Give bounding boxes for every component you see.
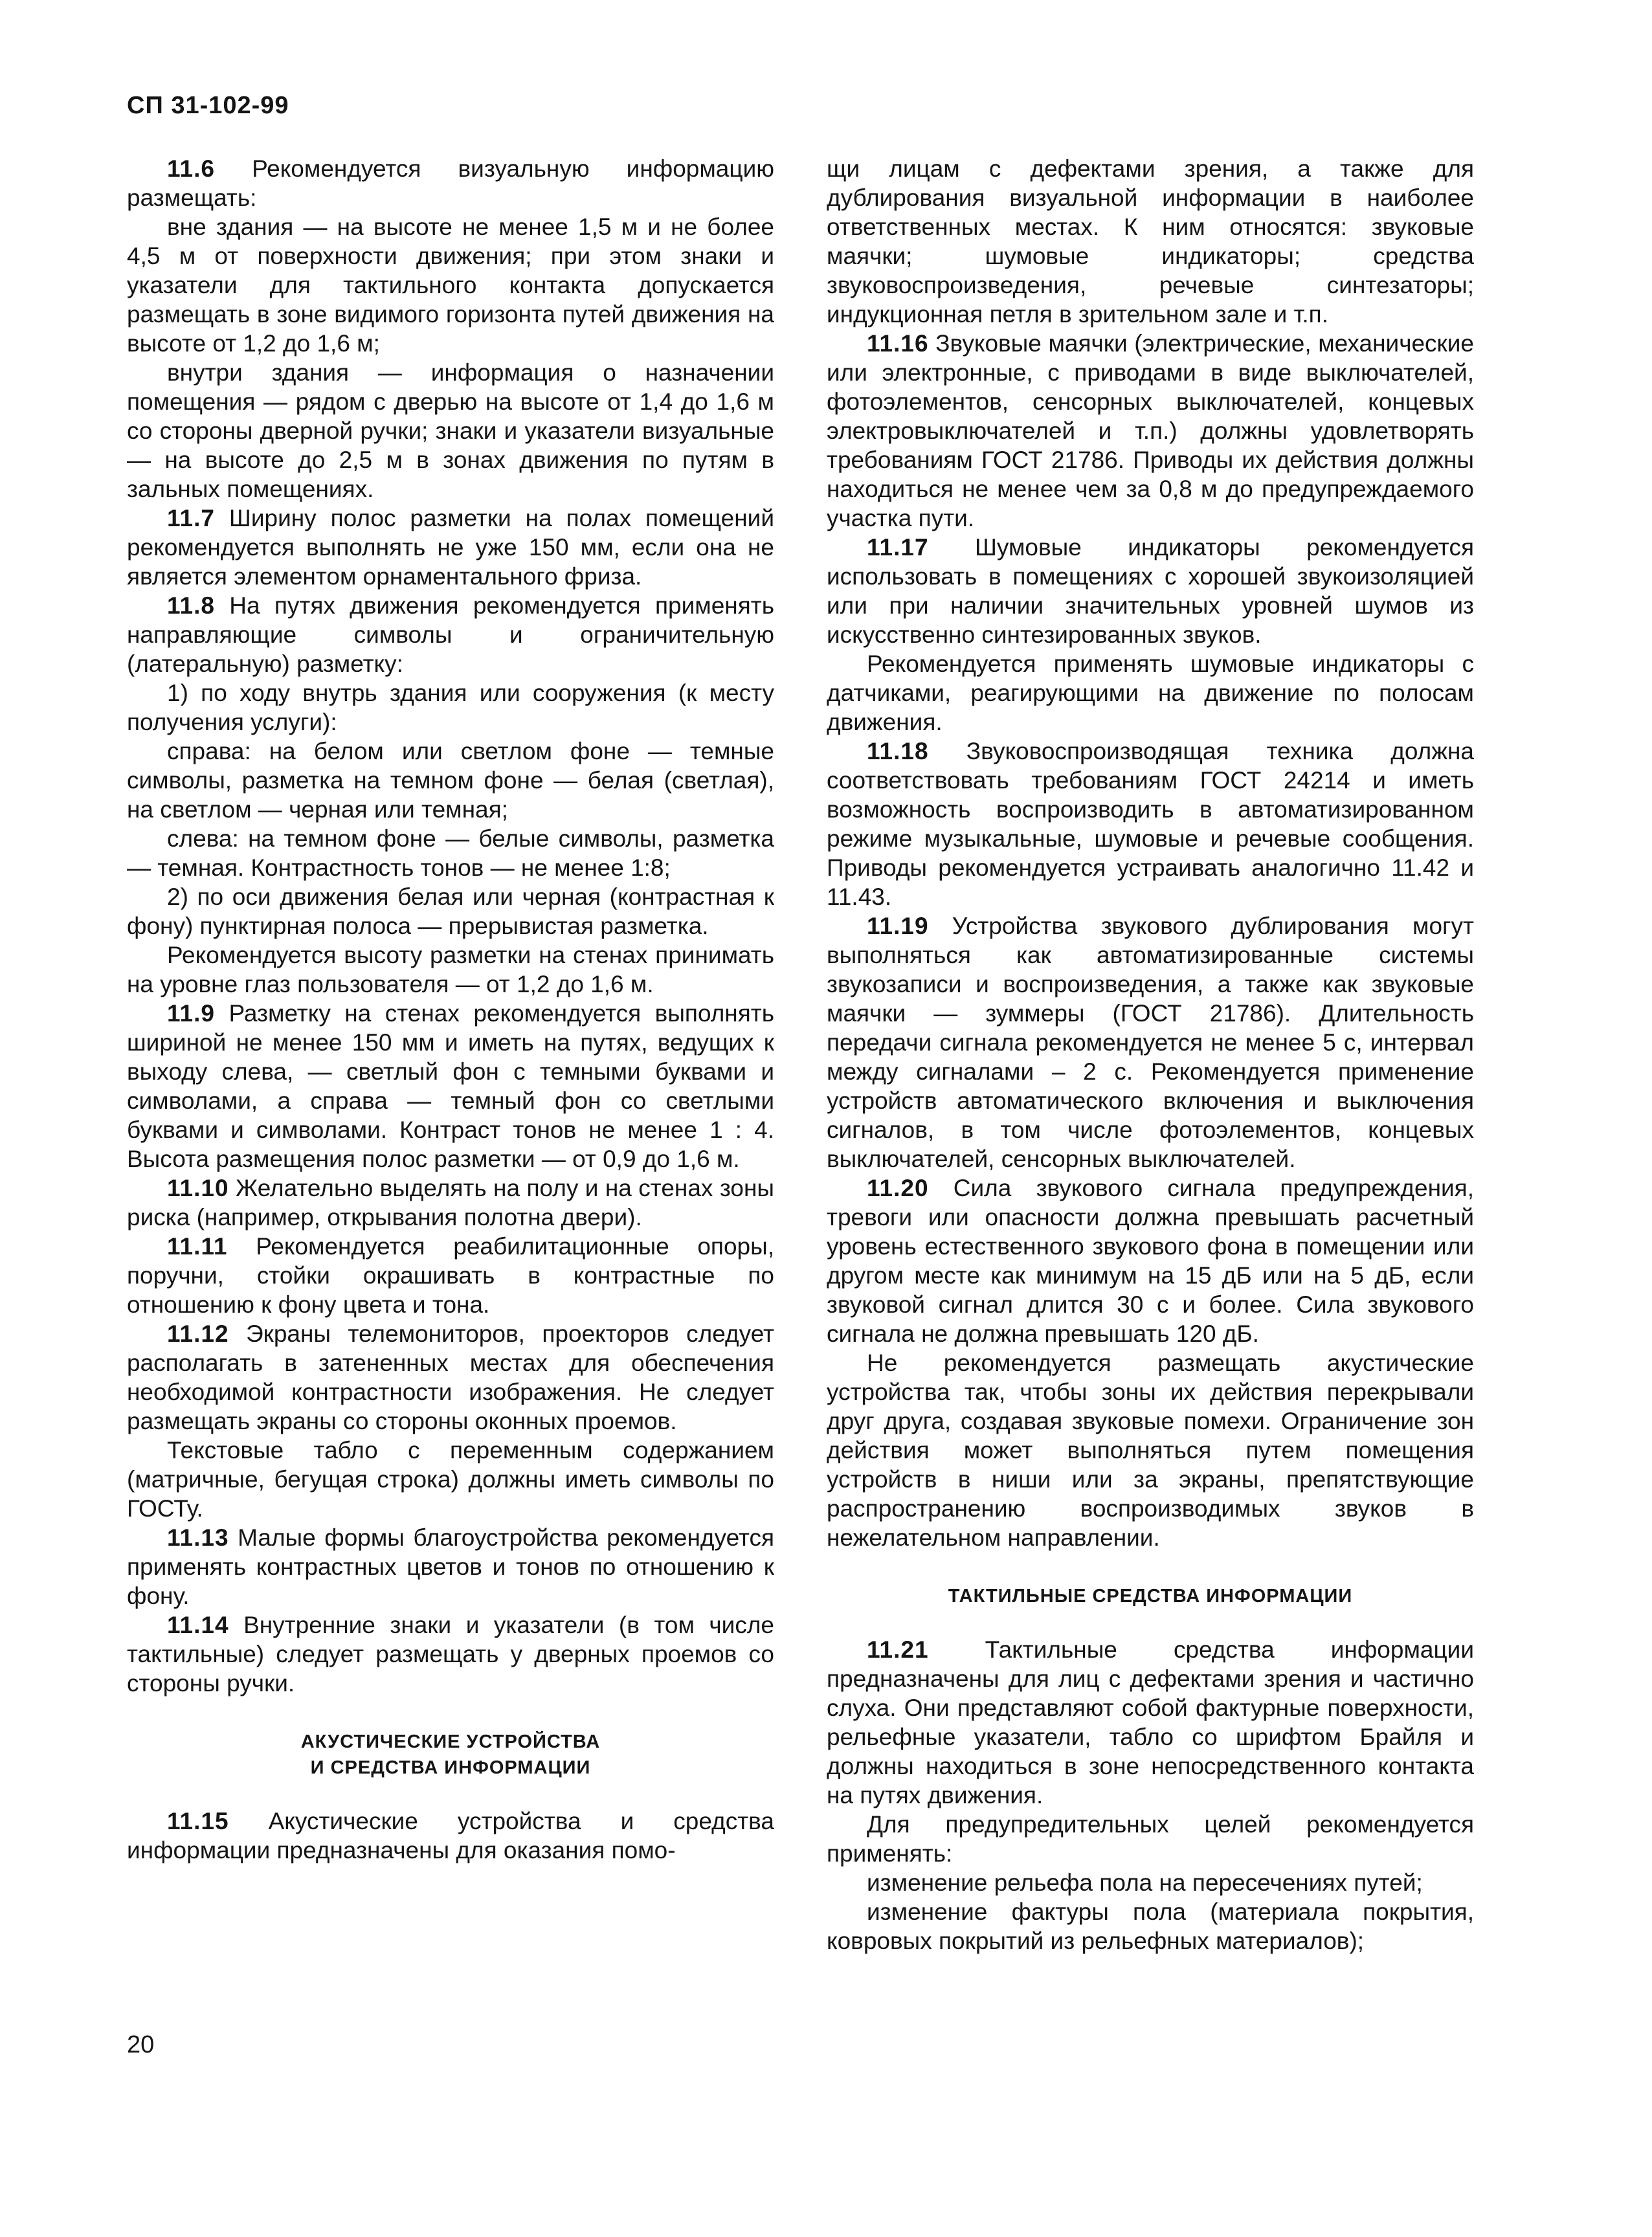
paragraph: изменение фактуры пола (материала покрытия, ковровых покрытий из рельефных материалов);	[827, 1898, 1474, 1954]
clause-number: 11.19	[867, 913, 929, 939]
paragraph: щи лицам с дефектами зрения, а также для дублирования визуальной информации в наиболее ответственных местах. К ним относятся: звуковые маячки; шумовые индикаторы; средства звуковоспроизведения, речевые синтезаторы; индукционная петля в зрительном зале и т.п.	[827, 155, 1474, 328]
paragraph-text: Шумовые индикаторы рекомендуется использовать в помещениях с хорошей звукоизоляцией или при наличии значительных уровней шумов из искусственно синтезированных звуков.	[827, 534, 1474, 648]
paragraph-text: Ширину полос разметки на полах помещений рекомендуется выполнять не уже 150 мм, если она не является элементом орнаментального фриза.	[127, 505, 775, 590]
paragraph	[827, 1635, 1474, 1810]
left-column	[127, 154, 774, 1865]
paragraph-text: Малые формы благоустройства рекомендуется применять контрастных цветов и тонов по отношению к фону.	[127, 1524, 775, 1609]
paragraph: Рекомендуется применять шумовые индикаторы с датчиками, реагирующими на движение по полосам движения.	[827, 651, 1474, 735]
paragraph-text: Акустические устройства и средства информации предназначены для оказания помо-	[127, 1808, 774, 1864]
paragraph-text: Сила звукового сигнала предупреждения, тревоги или опасности должна превышать расчетный уровень естественного звукового фона в помещении или другом месте как минимум на 15 дБ или на 5 дБ, если звуковой сигнал длится 30 с и более. Сила звукового сигнала не должна превышать 120 дБ.	[827, 1175, 1475, 1347]
paragraph	[827, 1174, 1474, 1348]
paragraph: внутри здания — информация о назначении помещения — рядом с дверью на высоте от 1,4 до 1,6 м со стороны дверной ручки; знаки и указатели визуальные — на высоте до 2,5 м в зонах движения по путям в зальных помещениях.	[127, 359, 774, 502]
paragraph: Рекомендуется высоту разметки на стенах принимать на уровне глаз пользователя — от 1,2 до 1,6 м.	[127, 942, 774, 997]
paragraph-text: Звуковые маячки (электрические, механические или электронные, с приводами в виде выключателей, фотоэлементов, сенсорных выключателей, концевых электровыключателей и т.п.) должны удовлетворять требованиям ГОСТ 21786. Приводы их действия должны находиться не менее чем за 0,8 м до предупреждаемого участка пути.	[827, 330, 1474, 531]
clause-number: 11.9	[167, 1000, 215, 1027]
clause-number: 11.21	[867, 1636, 929, 1663]
paragraph	[127, 504, 774, 591]
paragraph	[127, 591, 774, 678]
paragraph-text: Звуковоспроизводящая техника должна соответствовать требованиям ГОСТ 24214 и иметь возможность воспроизводить в автоматизированном режиме музыкальные, шумовые и речевые сообщения. Приводы рекомендуется устраивать аналогично 11.42 и 11.43.	[827, 738, 1474, 910]
section-heading-acoustic	[127, 1729, 774, 1781]
paragraph	[827, 329, 1474, 533]
heading-line: И СРЕДСТВА ИНФОРМАЦИИ	[310, 1757, 591, 1778]
document-code: СП 31-102-99	[127, 92, 289, 119]
paragraph	[127, 999, 774, 1174]
clause-number: 11.8	[167, 592, 215, 619]
paragraph: 2) по оси движения белая или черная (контрастная к фону) пунктирная полоса — прерывистая разметка.	[127, 884, 774, 939]
paragraph-text: Тактильные средства информации предназначены для лиц с дефектами зрения и частично слуха. Они представляют собой фактурные поверхности, рельефные указатели, табло со шрифтом Брайля и должны находиться в зоне непосредственного контакта на путях движения.	[827, 1636, 1475, 1809]
clause-number: 11.6	[167, 155, 215, 182]
paragraph-text: Разметку на стенах рекомендуется выполнять шириной не менее 150 мм и иметь на путях, ведущих к выходу слева, — светлый фон с темными буквами и символами, а справа — темный фон со светлыми буквами и символами. Контраст тонов не менее 1 : 4. Высота размещения полос разметки — от 0,9 до 1,6 м.	[127, 1000, 774, 1172]
section-heading-tactile: ТАКТИЛЬНЫЕ СРЕДСТВА ИНФОРМАЦИИ	[948, 1586, 1353, 1607]
paragraph	[127, 154, 774, 212]
clause-number: 11.12	[167, 1320, 229, 1347]
paragraph	[127, 1232, 774, 1319]
clause-number: 11.18	[867, 738, 929, 764]
clause-number: 11.14	[167, 1612, 229, 1638]
paragraph	[127, 1807, 774, 1865]
clause-number: 11.11	[167, 1233, 228, 1260]
clause-number: 11.7	[167, 505, 215, 531]
right-column	[827, 154, 1474, 1955]
paragraph-text: Рекомендуется реабилитационные опоры, поручни, стойки окрашивать в контрастные по отношению к фону цвета и тона.	[127, 1233, 774, 1318]
paragraph	[827, 533, 1474, 649]
paragraph-text: Внутренние знаки и указатели (в том числе тактильные) следует размещать у дверных проемов со стороны ручки.	[127, 1612, 775, 1697]
clause-number: 11.17	[867, 534, 929, 561]
paragraph	[827, 737, 1474, 911]
clause-number: 11.20	[867, 1175, 929, 1201]
paragraph: вне здания — на высоте не менее 1,5 м и не более 4,5 м от поверхности движения; при этом знаки и указатели для тактильного контакта допускается размещать в зоне видимого горизонта путей движения на высоте от 1,2 до 1,6 м;	[127, 214, 774, 357]
paragraph	[827, 911, 1474, 1174]
paragraph-text: На путях движения рекомендуется применять направляющие символы и ограничительную (латеральную) разметку:	[127, 592, 774, 677]
paragraph-text: Экраны телемониторов, проекторов следует располагать в затененных местах для обеспечения необходимой контрастности изображения. Не следует размещать экраны со стороны оконных проемов.	[127, 1320, 774, 1434]
paragraph-text: Устройства звукового дублирования могут выполняться как автоматизированные системы звукозаписи и воспроизведения, а также как звуковые маячки — зуммеры (ГОСТ 21786). Длительность передачи сигнала рекомендуется не менее 5 с, интервал между сигналами – 2 с. Рекомендуется применение устройств автоматического включения и выключения сигналов, в том числе фотоэлементов, концевых выключателей, сенсорных выключателей.	[827, 913, 1474, 1172]
paragraph-text: Рекомендуется визуальную информацию размещать:	[127, 155, 774, 211]
paragraph-text: Желательно выделять на полу и на стенах зоны риска (например, открывания полотна двери).	[127, 1175, 774, 1230]
page-number: 20	[127, 2031, 155, 2058]
paragraph: Текстовые табло с переменным содержанием (матричные, бегущая строка) должны иметь символы по ГОСТу.	[127, 1437, 774, 1522]
paragraph: слева: на темном фоне — белые символы, разметка — темная. Контрастность тонов — не менее 1:8;	[127, 825, 774, 881]
clause-number: 11.10	[167, 1175, 229, 1201]
paragraph	[127, 1174, 774, 1232]
paragraph: 1) по ходу внутрь здания или сооружения (к месту получения услуги):	[127, 680, 774, 735]
clause-number: 11.16	[867, 330, 929, 357]
paragraph: Для предупредительных целей рекомендуется применять:	[827, 1811, 1474, 1867]
paragraph	[127, 1319, 774, 1436]
clause-number: 11.13	[167, 1524, 229, 1551]
clause-number: 11.15	[167, 1808, 229, 1834]
paragraph	[127, 1523, 774, 1610]
paragraph: справа: на белом или светлом фоне — темные символы, разметка на темном фоне — белая (светлая), на светлом — черная или темная;	[127, 738, 774, 823]
paragraph: Не рекомендуется размещать акустические устройства так, чтобы зоны их действия перекрывали друг друга, создавая звуковые помехи. Ограничение зон действия может выполняться путем помещения устройств в ниши или за экраны, препятствующие распространению воспроизводимых звуков в нежелательном направлении.	[827, 1350, 1474, 1551]
paragraph: изменение рельефа пола на пересечениях путей;	[867, 1869, 1423, 1896]
paragraph	[127, 1610, 774, 1698]
heading-line: АКУСТИЧЕСКИЕ УСТРОЙСТВА	[300, 1731, 601, 1752]
